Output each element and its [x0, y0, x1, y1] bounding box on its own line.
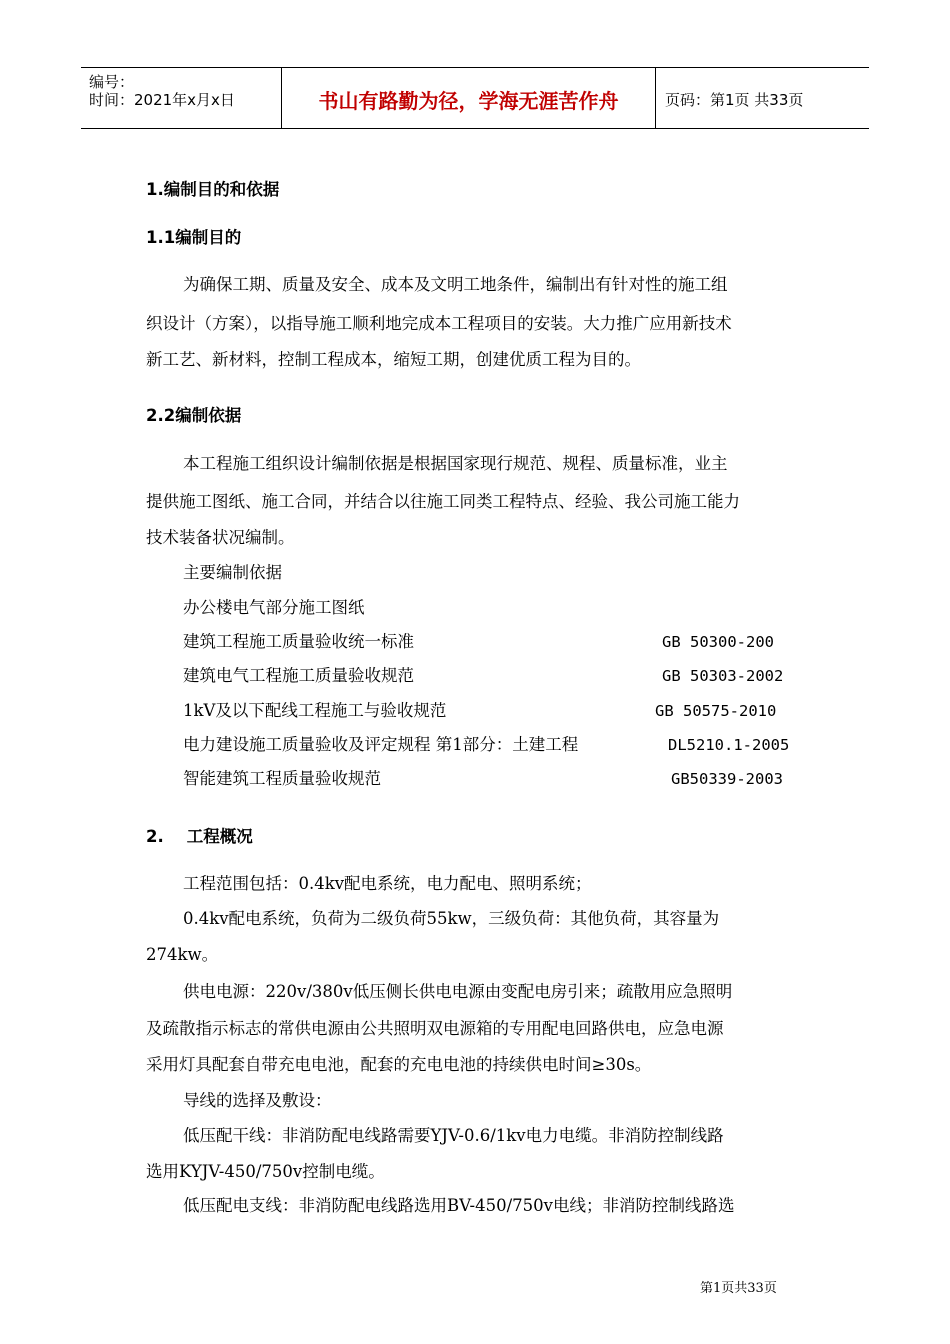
- header-center-cell: [281, 68, 656, 128]
- paragraph-line: 工程范围包括：0.4kv配电系统，电力配电、照明系统；: [183, 874, 592, 893]
- paragraph-line: 及疏散指示标志的常供电源由公共照明双电源箱的专用配电回路供电，应急电源: [146, 1019, 724, 1038]
- basis-item: 办公楼电气部分施工图纸: [183, 598, 365, 617]
- header-left-cell: [81, 68, 281, 128]
- section-2-title: 2. 工程概况: [146, 827, 253, 846]
- paragraph-line: 本工程施工组织设计编制依据是根据国家现行规范、规程、质量标准，业主: [183, 454, 728, 473]
- paragraph-line: 选用KYJV-450/750v控制电缆。: [146, 1162, 385, 1181]
- basis-item-name: 1kV及以下配线工程施工与验收规范: [183, 701, 447, 720]
- basis-item-code: GB 50303-2002: [662, 667, 784, 685]
- paragraph-line: 供电电源：220v/380v低压侧长供电电源由变配电房引来；疏散用应急照明: [183, 982, 733, 1001]
- basis-item-name: 智能建筑工程质量验收规范: [183, 769, 381, 788]
- basis-item-name: 建筑工程施工质量验收统一标准: [183, 632, 414, 651]
- basis-item-code: DL5210.1-2005: [668, 736, 790, 754]
- paragraph-line: 274kw。: [146, 945, 219, 964]
- basis-item-name: 电力建设施工质量验收及评定规程 第1部分：土建工程: [183, 735, 579, 754]
- paragraph-line: 技术装备状况编制。: [146, 528, 295, 547]
- paragraph-line: 采用灯具配套自带充电电池，配套的充电电池的持续供电时间≥30s。: [146, 1055, 652, 1074]
- basis-item-name: 建筑电气工程施工质量验收规范: [183, 666, 414, 685]
- section-2-2-title: 2.2编制依据: [146, 406, 242, 425]
- page-footer: 第1页共33页: [700, 1281, 777, 1296]
- doc-date-label: 时间：2021年x月x日: [89, 91, 235, 109]
- section-1-1-title: 1.1编制目的: [146, 228, 242, 247]
- paragraph-line: 新工艺、新材料，控制工程成本，缩短工期，创建优质工程为目的。: [146, 350, 641, 369]
- paragraph-line: 导线的选择及敷设：: [183, 1091, 332, 1110]
- header-page-label: 页码：第1页 共33页: [665, 91, 804, 109]
- paragraph-line: 为确保工期、质量及安全、成本及文明工地条件，编制出有针对性的施工组: [183, 275, 728, 294]
- paragraph-line: 低压配电支线：非消防配电线路选用BV-450/750v电线；非消防控制线路选: [183, 1196, 735, 1215]
- basis-item-code: GB 50300-200: [662, 633, 774, 651]
- header-motto: 书山有路勤为径，学海无涯苦作舟: [318, 89, 619, 113]
- paragraph-line: 织设计（方案），以指导施工顺利地完成本工程项目的安装。大力推广应用新技术: [146, 314, 732, 333]
- basis-item-code: GB50339-2003: [671, 770, 783, 788]
- basis-heading: 主要编制依据: [183, 563, 282, 582]
- paragraph-line: 0.4kv配电系统，负荷为二级负荷55kw，三级负荷：其他负荷，其容量为: [183, 909, 720, 928]
- paragraph-line: 提供施工图纸、施工合同，并结合以往施工同类工程特点、经验、我公司施工能力: [146, 492, 740, 511]
- paragraph-line: 低压配干线：非消防配电线路需要YJV-0.6/1kv电力电缆。非消防控制线路: [183, 1126, 724, 1145]
- section-1-title: 1.编制目的和依据: [146, 180, 280, 199]
- basis-item-code: GB 50575-2010: [655, 702, 777, 720]
- doc-code-label: 编号：: [89, 73, 135, 91]
- header-right-cell: [655, 68, 869, 128]
- page-header: [81, 67, 869, 129]
